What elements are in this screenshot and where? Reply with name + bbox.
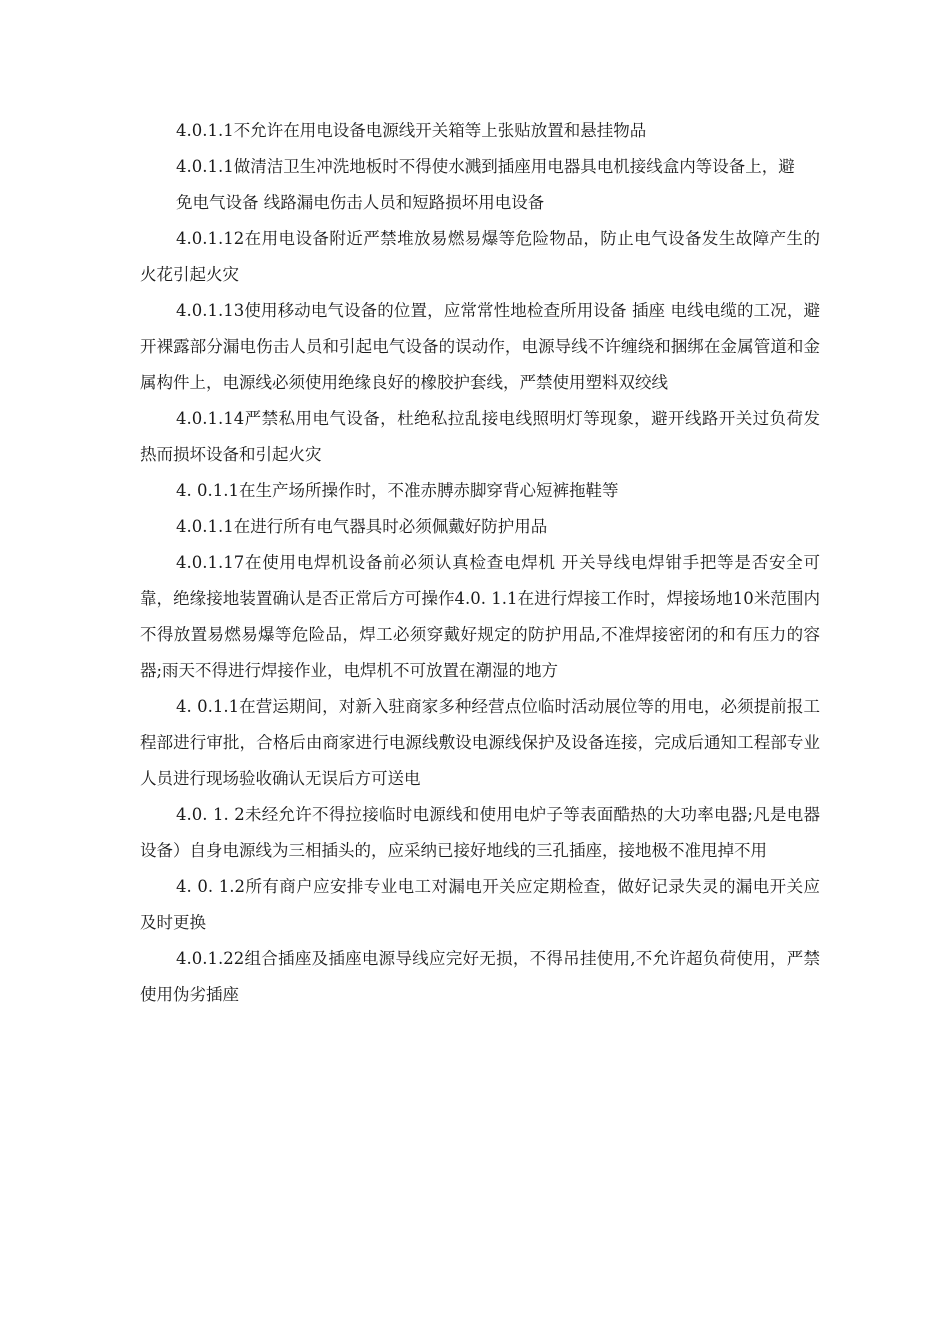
paragraph-4: 4.0.1.12在用电设备附近严禁堆放易燃易爆等危险物品，防止电气设备发生故障产生的火花引起火灾 — [140, 229, 820, 284]
paragraph-13: 4.0.1.22组合插座及插座电源导线应完好无损，不得吊挂使用,不允许超负荷使用，严禁使用伪劣插座 — [140, 949, 820, 1004]
paragraph-11: 4.0. 1. 2未经允许不得拉接临时电源线和使用电炉子等表面酷热的大功率电器;凡是电器设备）自身电源线为三相插头的，应采纳已接好地线的三孔插座，接地极不准甩掉不用 — [140, 805, 820, 860]
paragraph-2: 4.0.1.1做清洁卫生冲洗地板时不得使水溅到插座用电器具电机接线盒内等设备上，避 — [176, 157, 795, 176]
paragraph-10: 4. 0.1.1在营运期间，对新入驻商家多种经营点位临时活动展位等的用电，必须提前报工程部进行审批，合格后由商家进行电源线敷设电源线保护及设备连接，完成后通知工程部专业人员进行现场验收确认无误后方可送电 — [140, 697, 820, 788]
paragraph-3: 免电气设备 线路漏电伤击人员和短路损坏用电设备 — [176, 193, 545, 212]
paragraph-6: 4.0.1.14严禁私用电气设备，杜绝私拉乱接电线照明灯等现象，避开线路开关过负荷发热而损坏设备和引起火灾 — [140, 409, 820, 464]
paragraph-9: 4.0.1.17在使用电焊机设备前必须认真检查电焊机 开关导线电焊钳手把等是否安全可靠，绝缘接地装置确认是否正常后方可操作4.0. 1.1在进行焊接工作时，焊接场地10米范围内不得放置易燃易爆等危险品，焊工必须穿戴好规定的防护用品,不准焊接密闭的和有压力的容器;雨天不得进行焊接作业，电焊机不可放置在潮湿的地方 — [140, 553, 820, 680]
paragraph-8: 4.0.1.1在进行所有电气器具时必须佩戴好防护用品 — [176, 517, 548, 536]
paragraph-7: 4. 0.1.1在生产场所操作时，不准赤膊赤脚穿背心短裤拖鞋等 — [176, 481, 619, 500]
paragraph-1: 4.0.1.1不允许在用电设备电源线开关箱等上张贴放置和悬挂物品 — [176, 121, 647, 140]
paragraph-12: 4. 0. 1.2所有商户应安排专业电工对漏电开关应定期检查，做好记录失灵的漏电开关应及时更换 — [140, 877, 820, 932]
paragraph-5: 4.0.1.13使用移动电气设备的位置，应常常性地检查所用设备 插座 电线电缆的工况，避开裸露部分漏电伤击人员和引起电气设备的误动作，电源导线不许缠绕和捆绑在金属管道和金属构件上，电源线必须使用绝缘良好的橡胶护套线，严禁使用塑料双绞线 — [140, 301, 820, 392]
document-page — [140, 113, 820, 1013]
